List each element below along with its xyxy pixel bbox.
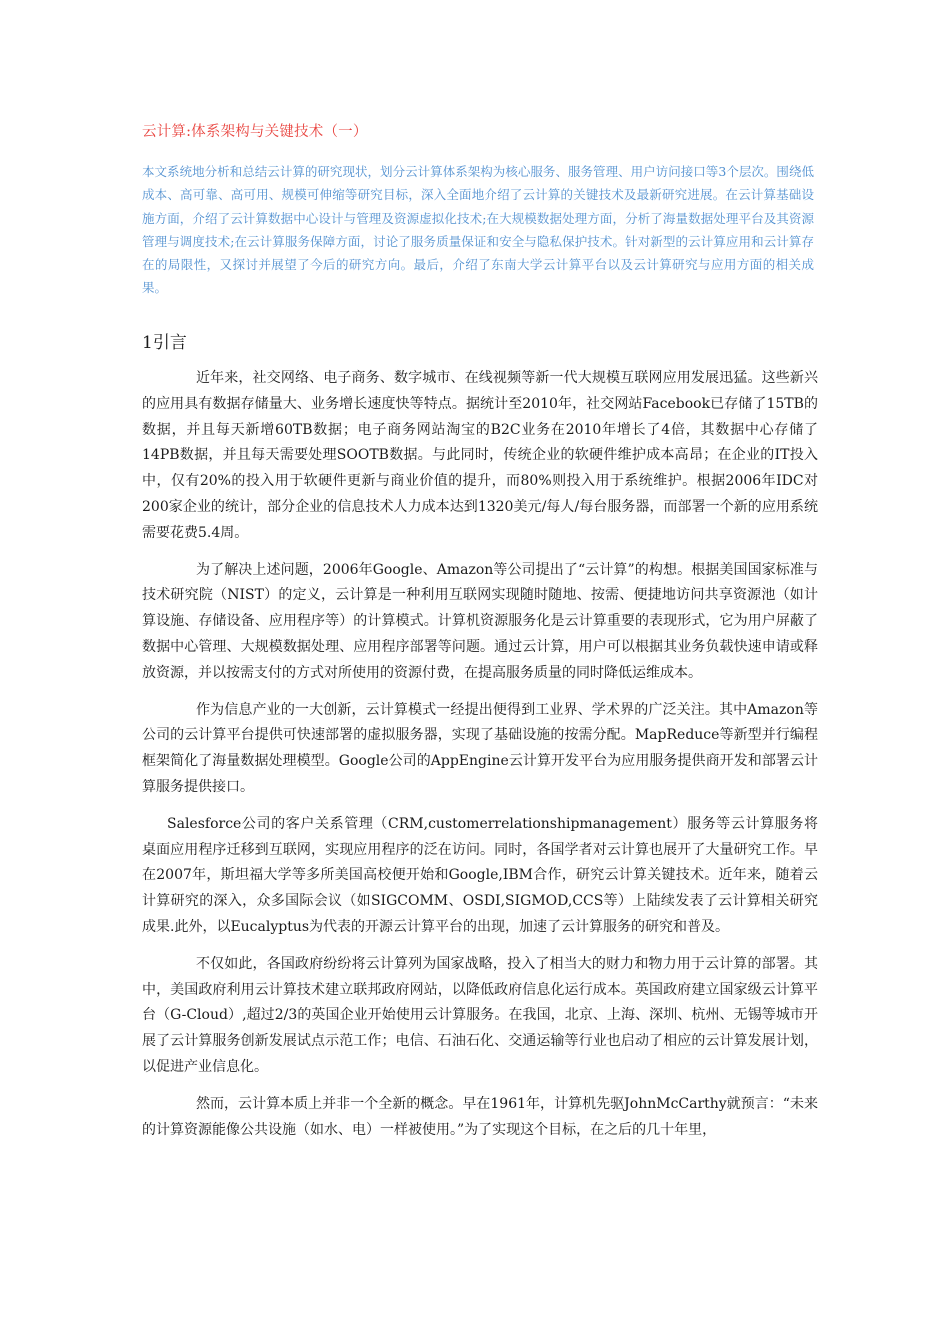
- paragraph-2: 为了解决上述问题，2006年Google、Amazon等公司提出了“云计算”的构想。根据美国国家标准与技术研究院（NIST）的定义，云计算是一种利用互联网实现随时随地、按需、便捷地访问共享资源池（如计算设施、存储设备、应用程序等）的计算模式。计算机资源服务化是云计算重要的表现形式，它为用户屏蔽了数据中心管理、大规模数据处理、应用程序部署等问题。通过云计算，用户可以根据其业务负载快速申请或释放资源，并以按需支付的方式对所使用的资源付费，在提高服务质量的同时降低运维成本。: [142, 561, 818, 681]
- document-title: 云计算:体系架构与关键技术（一）: [142, 124, 368, 140]
- abstract-text: 本文系统地分析和总结云计算的研究现状，划分云计算体系架构为核心服务、服务管理、用户访问接口等3个层次。围绕低成本、高可靠、高可用、规模可伸缩等研究目标，深入全面地介绍了云计算的关键技术及最新研究进展。在云计算基础设施方面，介绍了云计算数据中心设计与管理及资源虚拟化技术;在大规模数据处理方面，分析了海量数据处理平台及其资源管理与调度技术;在云计算服务保障方面，讨论了服务质量保证和安全与隐私保护技术。针对新型的云计算应用和云计算存在的局限性，又探讨并展望了今后的研究方向。最后，介绍了东南大学云计算平台以及云计算研究与应用方面的相关成果。: [142, 164, 814, 296]
- paragraph-3: 作为信息产业的一大创新，云计算模式一经提出便得到工业界、学术界的广泛关注。其中Amazon等公司的云计算平台提供可快速部署的虚拟服务器，实现了基础设施的按需分配。MapReduce等新型并行编程框架简化了海量数据处理模型。Google公司的AppEngine云计算开发平台为应用服务提供商开发和部署云计算服务提供接口。: [142, 701, 818, 795]
- paragraph-5: 不仅如此，各国政府纷纷将云计算列为国家战略，投入了相当大的财力和物力用于云计算的部署。其中，美国政府利用云计算技术建立联邦政府网站，以降低政府信息化运行成本。英国政府建立国家级云计算平台（G-Cloud）,超过2/3的英国企业开始使用云计算服务。在我国，北京、上海、深圳、杭州、无锡等城市开展了云计算服务创新发展试点示范工作；电信、石油石化、交通运输等行业也启动了相应的云计算发展计划，以促进产业信息化。: [142, 955, 818, 1075]
- paragraph-4: Salesforce公司的客户关系管理（CRM,customerrelationshipmanagement）服务等云计算服务将桌面应用程序迁移到互联网，实现应用程序的泛在访问。同时，各国学者对云计算也展开了大量研究工作。早在2007年，斯坦福大学等多所美国高校便开始和Google,IBM合作，研究云计算关键技术。近年来，随着云计算研究的深入，众多国际会议（如SIGCOMM、OSDI,SIGMOD,CCS等）上陆续发表了云计算相关研究成果.此外，以Eucalyptus为代表的开源云计算平台的出现，加速了云计算服务的研究和普及。: [142, 815, 818, 935]
- section-heading: 1引言: [142, 333, 187, 353]
- body-text: [142, 366, 818, 1154]
- paragraph-1: 近年来，社交网络、电子商务、数字城市、在线视频等新一代大规模互联网应用发展迅猛。这些新兴的应用具有数据存储量大、业务增长速度快等特点。据统计至2010年，社交网站Facebook已存储了15TB的数据，并且每天新增60TB数据；电子商务网站淘宝的B2C业务在2010年增长了4倍，其数据中心存储了14PB数据，并且每天需要处理SOOTB数据。与此同时，传统企业的软硬件维护成本高昂；在企业的IT投入中，仅有20%的投入用于软硬件更新与商业价值的提升，而80%则投入用于系统维护。根据2006年IDC对200家企业的统计，部分企业的信息技术人力成本达到1320美元/每人/每台服务器，而部署一个新的应用系统需要花费5.4周。: [142, 370, 818, 541]
- paragraph-6: 然而，云计算本质上并非一个全新的概念。早在1961年，计算机先驱JohnMcCarthy就预言：“未来的计算资源能像公共设施（如水、电）一样被使用。”为了实现这个目标，在之后的几十年里，: [142, 1095, 818, 1138]
